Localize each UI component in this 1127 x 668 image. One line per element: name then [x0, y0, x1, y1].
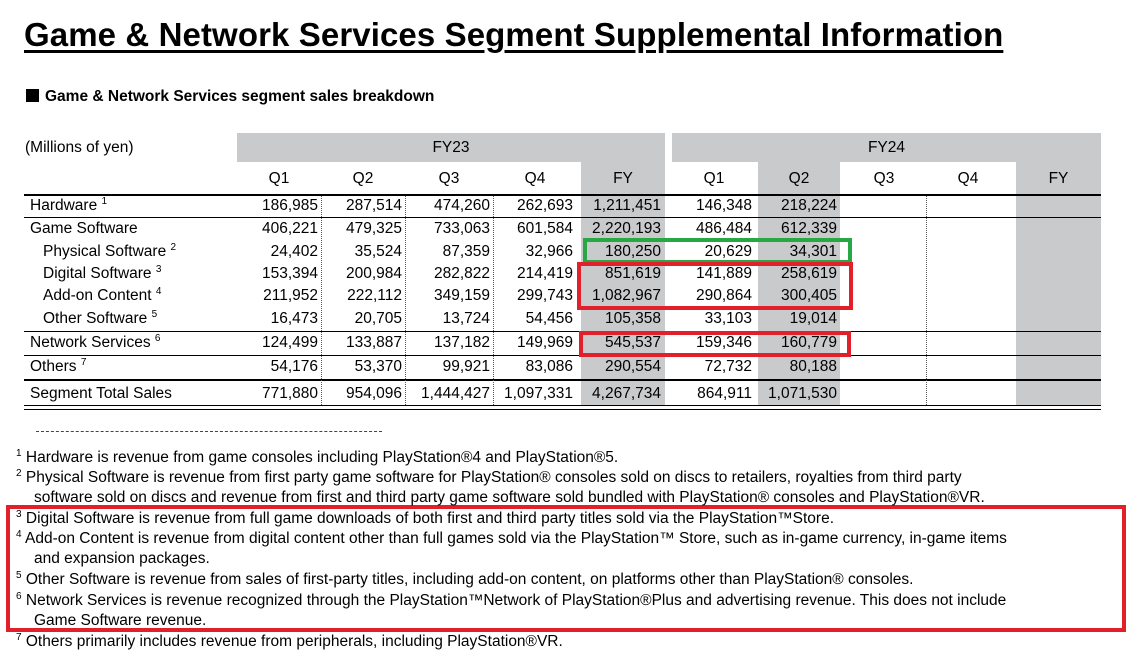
cell-segment-total-fy23-q4: 1,097,331 [504, 385, 573, 402]
cell-physical-software-fy23-q1: 24,402 [270, 243, 318, 260]
highlight-box-network [579, 331, 851, 357]
cell-hardware-fy23-q2: 287,514 [345, 197, 402, 214]
cell-segment-total-fy24-q2: 1,071,530 [768, 385, 837, 402]
cell-digital-software-fy23-q4: 214,419 [516, 265, 573, 282]
cell-others-fy23-q1: 54,176 [270, 358, 318, 375]
footnote-6: $^6$ Network Services is revenue recognized through the PlayStation™Network of PlayStation®Plus and advertising revenue. This does not include Game Software revenue. [16, 591, 1007, 629]
fy24-fy-column-band [1016, 162, 1101, 405]
row-label-game-software: Game Software [30, 220, 138, 237]
cell-others-fy23-q3: 99,921 [442, 358, 490, 375]
hardware-rule [24, 217, 1101, 218]
header-rule [24, 194, 1101, 196]
fy24-header: FY24 [867, 139, 906, 156]
cell-network-services-fy23-q4: 149,969 [516, 334, 573, 351]
row-label-network-services: Network Services $^6$ [30, 333, 161, 351]
fy23-fy-header: FY [613, 170, 633, 187]
footnote-4: $^4$ Add-on Content is revenue from digital content other than full games sold via the PlayStation™ Store, such as in-game currency, in-game items and expansion packages. [16, 529, 1007, 567]
cell-segment-total-fy23-q1: 771,880 [261, 385, 318, 402]
cell-game-software-fy24-q1: 486,484 [695, 220, 752, 237]
cell-digital-software-fy24-q1: 141,889 [695, 265, 752, 282]
cell-physical-software-fy23-fy: 180,250 [604, 243, 661, 260]
cell-other-software-fy23-q1: 16,473 [270, 310, 318, 327]
cell-add-on-content-fy23-fy: 1,082,967 [592, 287, 661, 304]
fy23-header: FY23 [432, 139, 470, 156]
cell-segment-total-fy24-q1: 864,911 [697, 385, 752, 402]
units-label: (Millions of yen) [25, 139, 134, 156]
cell-hardware-fy23-fy: 1,211,451 [593, 197, 661, 214]
cell-add-on-content-fy24-q1: 290,864 [695, 287, 752, 304]
cell-game-software-fy24-q2: 612,339 [780, 220, 837, 237]
highlight-box-physical [583, 238, 852, 264]
cell-hardware-fy23-q1: 186,985 [261, 197, 318, 214]
footnote-7: $^7$ Others primarily includes revenue from peripherals, including PlayStation®VR. [16, 632, 563, 650]
cell-other-software-fy24-q1: 33,103 [704, 310, 752, 327]
cell-digital-software-fy24-q2: 258,619 [780, 265, 837, 282]
cell-digital-software-fy23-fy: 851,619 [604, 265, 661, 282]
page-title: Game & Network Services Segment Supplemental Information [24, 16, 1004, 53]
cell-hardware-fy23-q4: 262,693 [516, 197, 573, 214]
cell-add-on-content-fy23-q2: 222,112 [347, 287, 402, 304]
section-heading [26, 88, 434, 106]
cell-other-software-fy23-q3: 13,724 [442, 310, 490, 327]
cell-segment-total-fy23-q3: 1,444,427 [421, 385, 490, 402]
cell-segment-total-fy23-fy: 4,267,734 [592, 385, 661, 402]
cell-digital-software-fy23-q3: 282,822 [433, 265, 490, 282]
fy23-q2-header: Q2 [352, 170, 374, 187]
cell-game-software-fy23-q1: 406,221 [261, 220, 318, 237]
total-rule-bottom [24, 405, 1101, 406]
cell-others-fy23-q4: 83,086 [525, 358, 573, 375]
cell-hardware-fy24-q2: 218,224 [780, 197, 837, 214]
cell-physical-software-fy24-q2: 34,301 [789, 243, 837, 260]
cell-network-services-fy24-q2: 160,779 [780, 334, 837, 351]
row-label-others: Others $^7$ [30, 357, 87, 375]
cell-network-services-fy23-fy: 545,537 [604, 334, 661, 351]
cell-network-services-fy23-q2: 133,887 [345, 334, 402, 351]
highlight-box-digital-addon [577, 262, 853, 310]
row-label-segment-total: Segment Total Sales [30, 385, 172, 402]
cell-add-on-content-fy23-q3: 349,159 [433, 287, 490, 304]
fy24-q3-header: Q3 [873, 170, 895, 187]
cell-others-fy23-fy: 290,554 [604, 358, 661, 375]
fy24-q2-header: Q2 [788, 170, 810, 187]
cell-add-on-content-fy23-q1: 211,952 [263, 287, 318, 304]
cell-hardware-fy23-q3: 474,260 [433, 197, 490, 214]
cell-other-software-fy24-q2: 19,014 [789, 310, 837, 327]
cell-segment-total-fy23-q2: 954,096 [345, 385, 402, 402]
footnote-2: $^2$ Physical Software is revenue from first party game software for PlayStation® consoles sold on discs to retailers, royalties from third party software sold on discs and revenue from first and third party game software sold bundled with PlayStation® consoles and PlayStation®VR. [16, 468, 985, 506]
fy23-q3-header: Q3 [438, 170, 460, 187]
fy23-q1-header: Q1 [268, 170, 290, 187]
section-heading-text: Game & Network Services segment sales breakdown [45, 88, 435, 105]
footnote-separator [36, 431, 382, 432]
footnote-5: $^5$ Other Software is revenue from sales of first-party titles, including add-on content, on platforms other than PlayStation® consoles. [16, 570, 914, 588]
cell-add-on-content-fy23-q4: 299,743 [516, 287, 573, 304]
fy23-q4-header: Q4 [524, 170, 546, 187]
network-rule [24, 355, 1101, 356]
fy24-q1-header: Q1 [703, 170, 725, 187]
cell-game-software-fy23-q3: 733,063 [433, 220, 490, 237]
fy24-q4-header: Q4 [957, 170, 979, 187]
row-label-hardware: Hardware $^1$ [30, 196, 108, 214]
row-label-add-on-content: Add-on Content $^4$ [43, 286, 162, 304]
cell-add-on-content-fy24-q2: 300,405 [780, 287, 837, 304]
cell-network-services-fy23-q3: 137,182 [433, 334, 490, 351]
cell-game-software-fy23-q4: 601,584 [516, 220, 573, 237]
cell-others-fy24-q1: 72,732 [704, 358, 752, 375]
cell-game-software-fy23-q2: 479,325 [345, 220, 402, 237]
row-label-other-software: Other Software $^5$ [43, 309, 158, 327]
footnote-1: $^1$ Hardware is revenue from game consoles including PlayStation®4 and PlayStation®5. [16, 448, 619, 466]
row-label-physical-software: Physical Software $^2$ [43, 242, 177, 260]
cell-physical-software-fy24-q1: 20,629 [704, 243, 752, 260]
footnote-3: $^3$ Digital Software is revenue from full game downloads of both first and third party titles sold via the PlayStation™Store. [16, 509, 834, 527]
cell-game-software-fy23-fy: 2,220,193 [592, 220, 661, 237]
total-rule-bottom-double [24, 409, 1101, 410]
cell-others-fy24-q2: 80,188 [789, 358, 837, 375]
fy24-fy-header: FY [1048, 170, 1069, 187]
cell-physical-software-fy23-q4: 32,966 [525, 243, 573, 260]
cell-other-software-fy23-q4: 54,456 [525, 310, 573, 327]
square-bullet-icon [26, 89, 39, 102]
cell-network-services-fy23-q1: 124,499 [261, 334, 318, 351]
cell-digital-software-fy23-q2: 200,984 [345, 265, 402, 282]
cell-others-fy23-q2: 53,370 [354, 358, 402, 375]
cell-digital-software-fy23-q1: 153,394 [261, 265, 318, 282]
software-rule [24, 331, 1101, 332]
column-divider [926, 196, 927, 405]
cell-physical-software-fy23-q2: 35,524 [354, 243, 402, 260]
cell-physical-software-fy23-q3: 87,359 [442, 243, 490, 260]
row-label-digital-software: Digital Software $^3$ [43, 264, 162, 282]
cell-hardware-fy24-q1: 146,348 [695, 197, 752, 214]
cell-network-services-fy24-q1: 159,346 [695, 334, 752, 351]
cell-other-software-fy23-q2: 20,705 [354, 310, 402, 327]
cell-other-software-fy23-fy: 105,358 [604, 310, 661, 327]
total-rule-top [24, 379, 1101, 381]
